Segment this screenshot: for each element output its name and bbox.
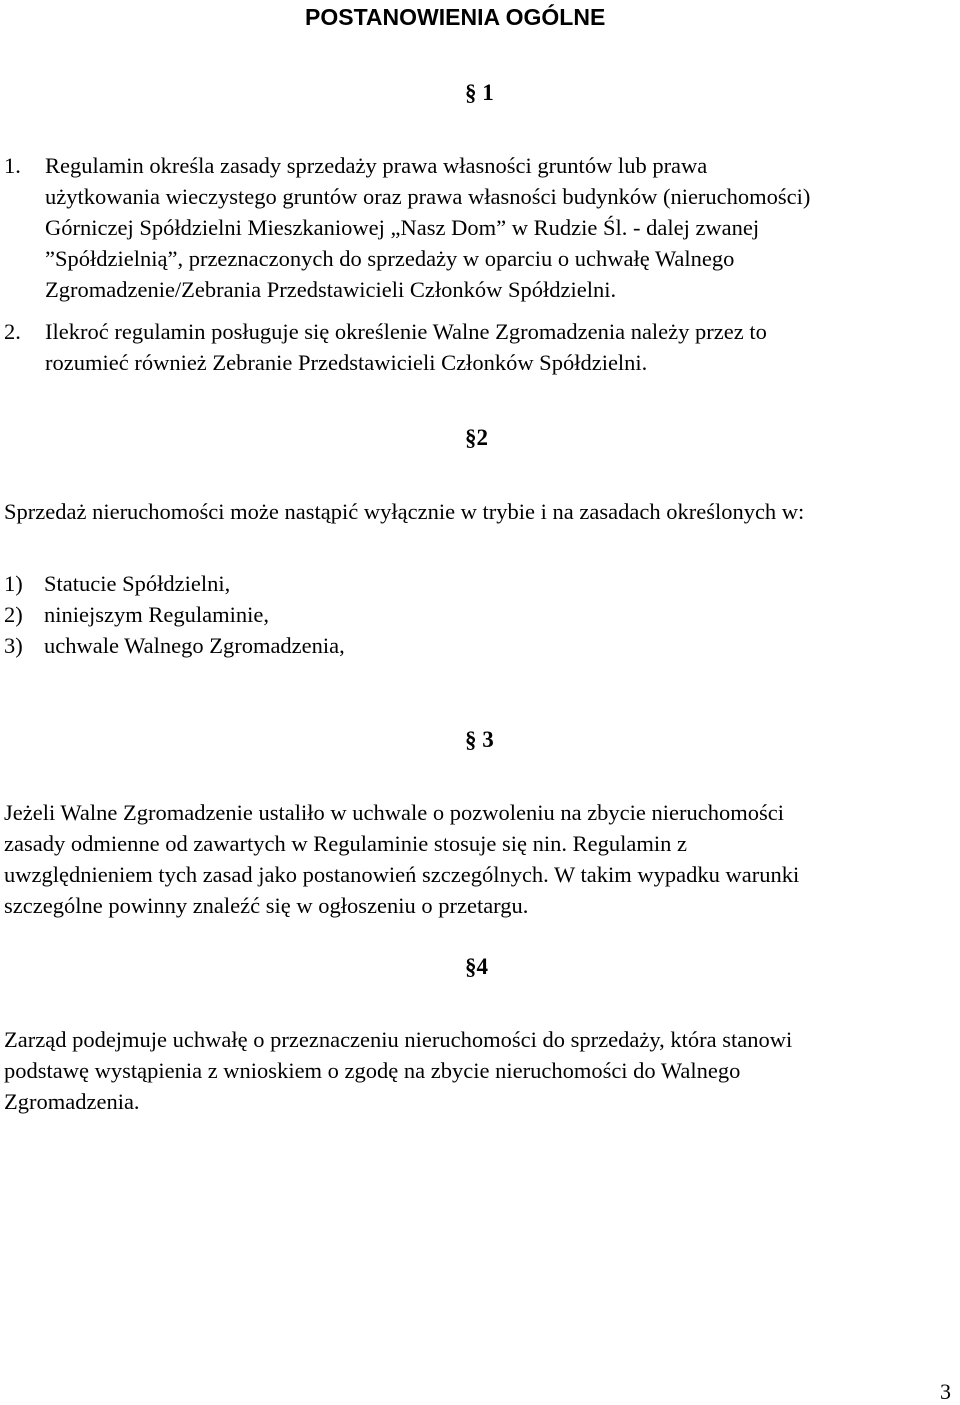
text-line: podstawę wystąpienia z wnioskiem o zgodę na zbycie nieruchomości do Walnego	[4, 1058, 741, 1083]
page-heading: POSTANOWIENIA OGÓLNE	[305, 4, 606, 30]
text-line: Zgromadzenia.	[4, 1089, 140, 1114]
section-1-mark: § 1	[465, 80, 494, 105]
section-3-paragraph	[4, 797, 799, 921]
text-line: Ilekroć regulamin posługuje się określenie Walne Zgromadzenia należy przez to	[45, 319, 767, 344]
section-4-paragraph	[4, 1024, 792, 1117]
text-line: Regulamin określa zasady sprzedaży prawa własności gruntów lub prawa	[45, 153, 708, 178]
text-line: zasady odmienne od zawartych w Regulaminie stosuje się nin. Regulamin z	[4, 831, 687, 856]
section-3-mark: § 3	[465, 727, 494, 752]
text-line: uwzględnieniem tych zasad jako postanowień szczególnych. W takim wypadku warunki	[4, 862, 800, 887]
section-2-intro: Sprzedaż nieruchomości może nastąpić wyłącznie w trybie i na zasadach określonych w:	[4, 499, 805, 524]
section-4-mark: §4	[465, 954, 488, 979]
text-line: Górniczej Spółdzielni Mieszkaniowej „Nasz Dom” w Rudzie Śl. - dalej zwanej	[45, 215, 760, 240]
section-1-item-1	[4, 150, 810, 305]
text-line: rozumieć również Zebranie Przedstawicieli Członków Spółdzielni.	[45, 350, 648, 375]
text-line: Zarząd podejmuje uchwałę o przeznaczeniu nieruchomości do sprzedaży, która stanowi	[4, 1027, 793, 1052]
list-text: Statucie Spółdzielni,	[44, 571, 231, 596]
text-line: Jeżeli Walne Zgromadzenie ustaliło w uchwale o pozwoleniu na zbycie nieruchomości	[4, 800, 784, 825]
list-number: 2)	[4, 602, 23, 627]
section-2-mark: §2	[465, 425, 488, 450]
list-text: niniejszym Regulaminie,	[44, 602, 269, 627]
list-item	[4, 630, 345, 661]
list-number: 1)	[4, 571, 23, 596]
item-number: 2.	[4, 319, 21, 344]
list-item	[4, 599, 345, 630]
item-number: 1.	[4, 153, 21, 178]
list-item	[4, 568, 345, 599]
section-1-item-2	[4, 316, 767, 378]
list-number: 3)	[4, 633, 23, 658]
text-line: Zgromadzenie/Zebrania Przedstawicieli Członków Spółdzielni.	[45, 277, 617, 302]
text-line: szczególne powinny znaleźć się w ogłoszeniu o przetargu.	[4, 893, 529, 918]
page-number: 3	[940, 1379, 951, 1404]
text-line: użytkowania wieczystego gruntów oraz prawa własności budynków (nieruchomości)	[45, 184, 811, 209]
text-line: ”Spółdzielnią”, przeznaczonych do sprzedaży w oparciu o uchwałę Walnego	[45, 246, 735, 271]
section-2-list	[4, 568, 345, 661]
list-text: uchwale Walnego Zgromadzenia,	[44, 633, 345, 658]
